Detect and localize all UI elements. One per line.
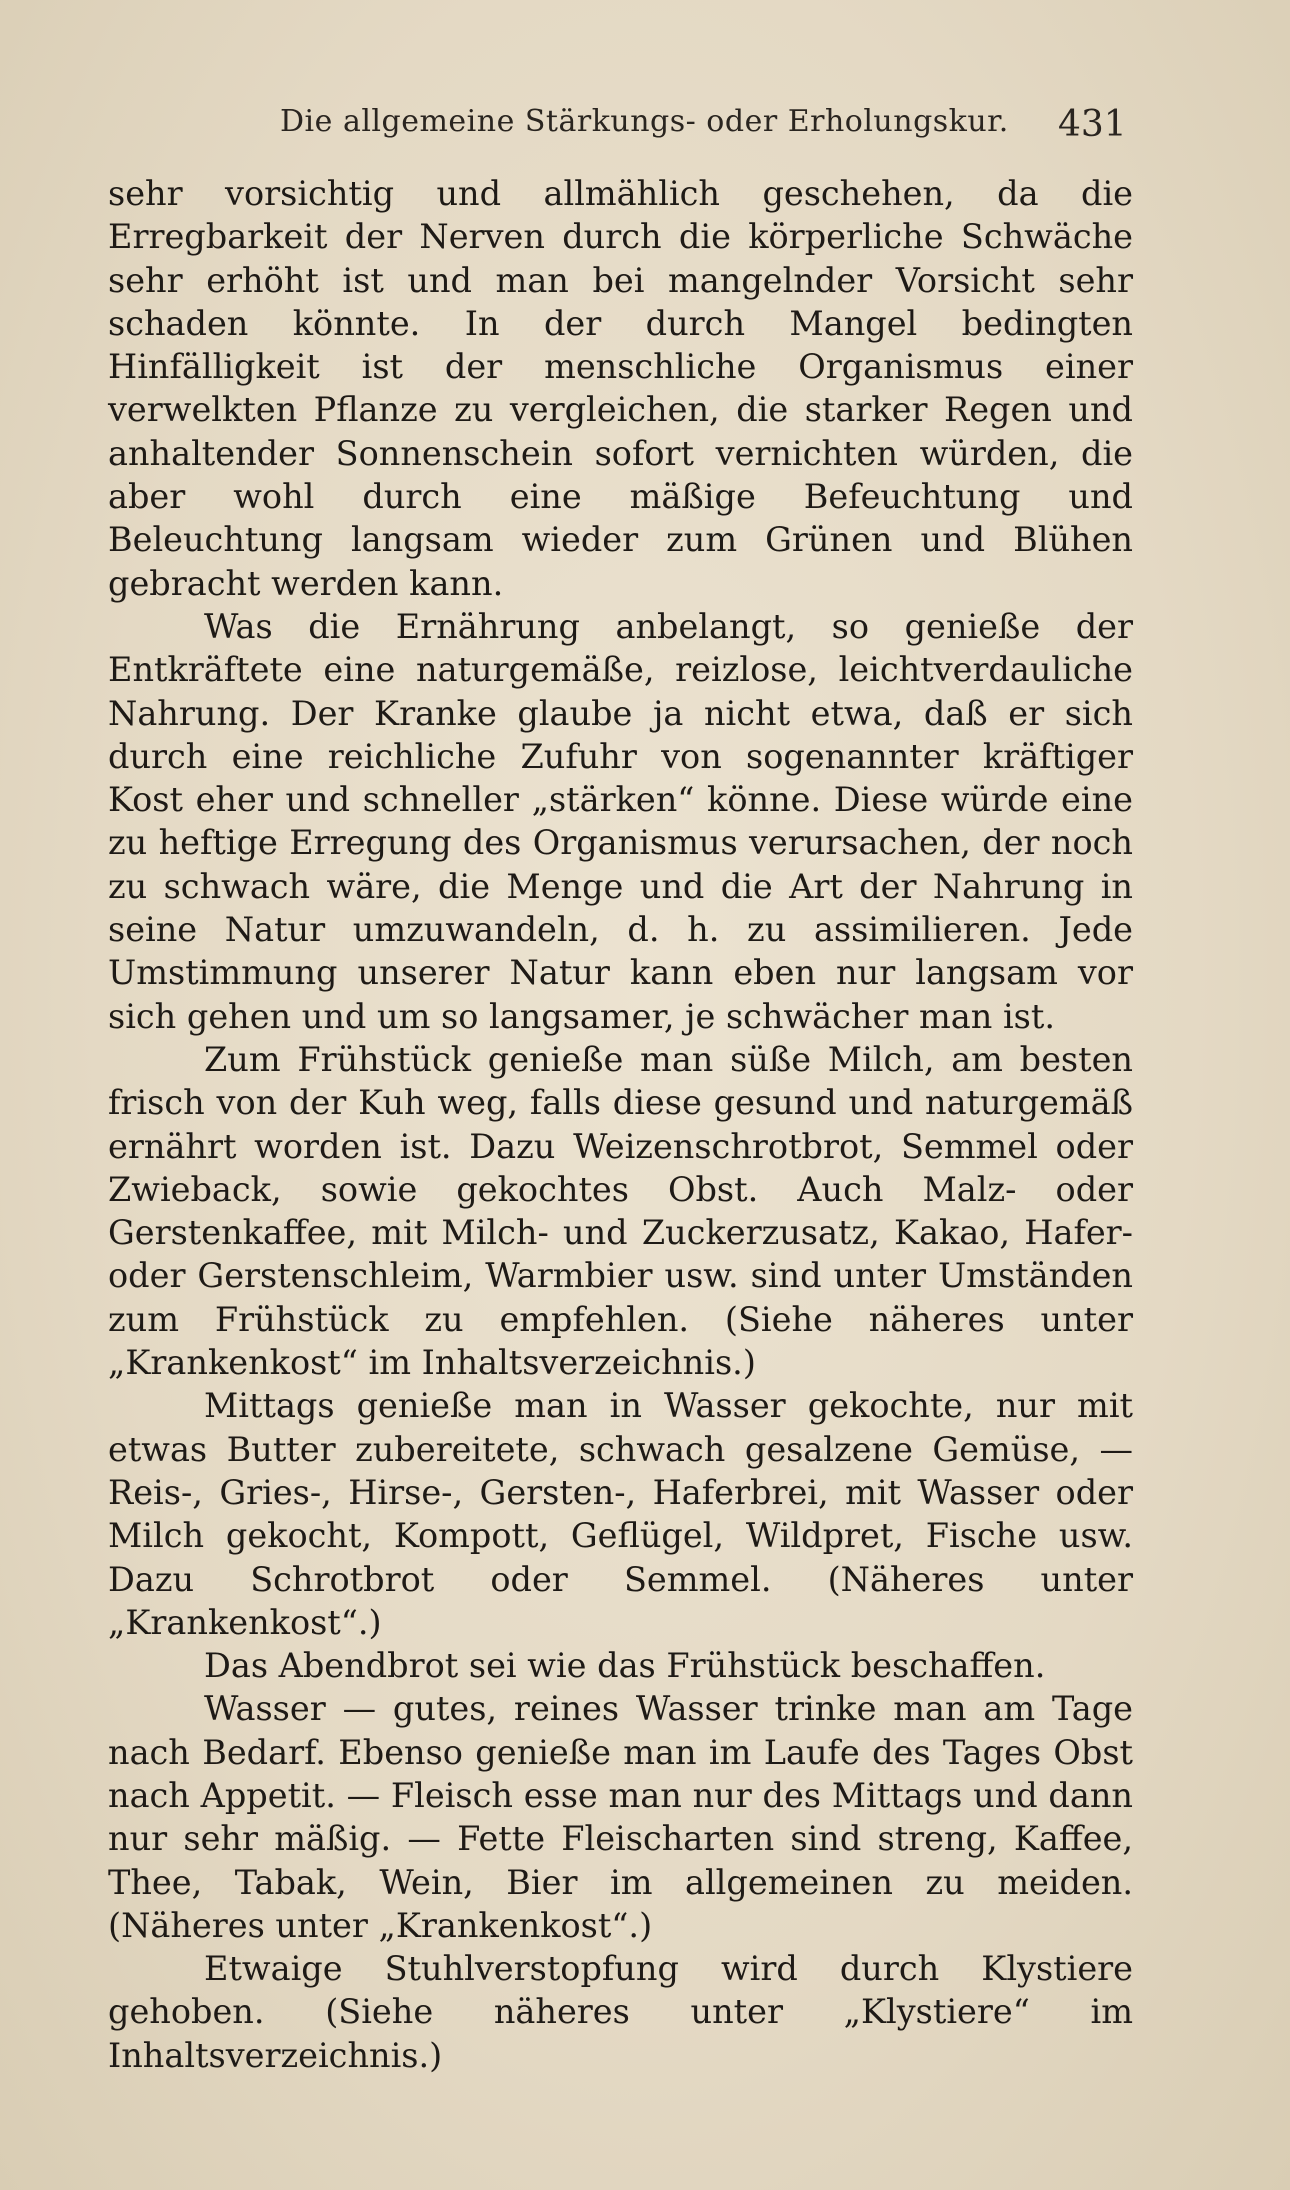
paragraph: Etwaige Stuhlverstopfung wird durch Klystiere gehoben. (Siehe näheres unter „Klystiere“ im Inhaltsverzeichnis.) [108,1949,1133,2075]
body-text [108,172,1133,2077]
page-number: 431 [1058,104,1127,145]
paragraph: Das Abendbrot sei wie das Frühstück beschaffen. [204,1646,1046,1686]
paragraph: Zum Frühstück genieße man süße Milch, am besten frisch von der Kuh weg, falls diese gesund und naturgemäß ernährt worden ist. Dazu Weizenschrotbrot, Semmel oder Zwieback, sowie gekochtes Obst. Auch Malz- oder Gerstenkaffee, mit Milch- und Zuckerzusatz, Kakao, Hafer- oder Gerstenschleim, Warmbier usw. sind unter Umständen zum Frühstück zu empfehlen. (Siehe näheres unter „Krankenkost“ im Inhaltsverzeichnis.) [108,1039,1133,1383]
running-header: Die allgemeine Stärkungs- oder Erholungskur. [280,104,1009,139]
paragraph: Was die Ernährung anbelangt, so genieße der Entkräftete eine naturgemäße, reizlose, leichtverdauliche Nahrung. Der Kranke glaube ja nicht etwa, daß er sich durch eine reichliche Zufuhr von sogenannter kräftiger Kost eher und schneller „stärken“ könne. Diese würde eine zu heftige Erregung des Organismus verursachen, der noch zu schwach wäre, die Menge und die Art der Nahrung in seine Natur umzuwandeln, d. h. zu assimilieren. Jede Umstimmung unserer Natur kann eben nur langsam vor sich gehen und um so langsamer, je schwächer man ist. [108,606,1133,1036]
paragraph: sehr vorsichtig und allmählich geschehen, da die Erregbarkeit der Nerven durch die körperliche Schwäche sehr erhöht ist und man bei mangelnder Vorsicht sehr schaden könnte. In der durch Mangel bedingten Hinfälligkeit ist der menschliche Organismus einer verwelkten Pflanze zu vergleichen, die starker Regen und anhaltender Sonnenschein sofort vernichten würden, die aber wohl durch eine mäßige Befeuchtung und Beleuchtung langsam wieder zum Grünen und Blühen gebracht werden kann. [108,174,1133,603]
paragraph: Wasser — gutes, reines Wasser trinke man am Tage nach Bedarf. Ebenso genieße man im Laufe des Tages Obst nach Appetit. — Fleisch esse man nur des Mittags und dann nur sehr mäßig. — Fette Fleischarten sind streng, Kaffee, Thee, Tabak, Wein, Bier im allgemeinen zu meiden. (Näheres unter „Krankenkost“.) [108,1689,1133,1945]
paragraph: Mittags genieße man in Wasser gekochte, nur mit etwas Butter zubereitete, schwach gesalzene Gemüse, — Reis-, Gries-, Hirse-, Gersten-, Haferbrei, mit Wasser oder Milch gekocht, Kompott, Geflügel, Wildpret, Fische usw. Dazu Schrotbrot oder Semmel. (Näheres unter „Krankenkost“.) [108,1386,1133,1642]
